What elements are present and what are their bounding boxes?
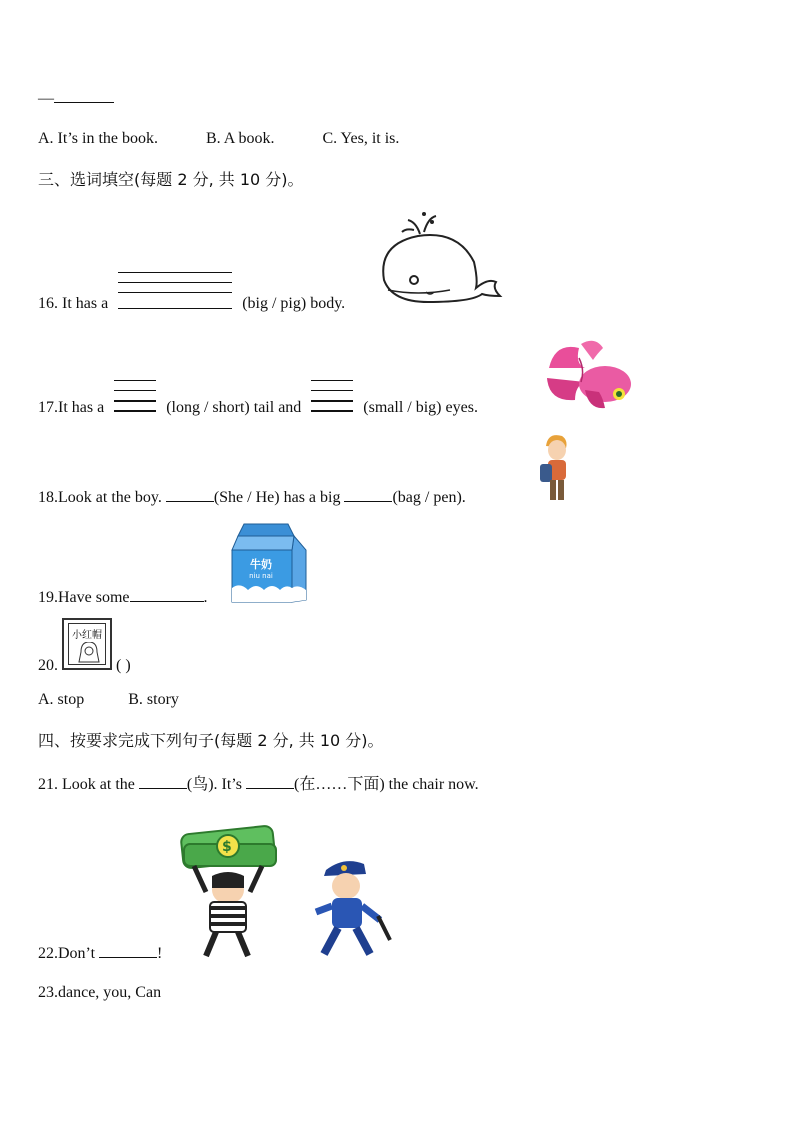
q21-prefix: 21. Look at the: [38, 776, 135, 793]
dash: —: [38, 90, 54, 107]
q18-suffix: (bag / pen).: [392, 489, 466, 506]
q16-suffix: (big / pig) body.: [242, 295, 346, 312]
milk-carton-image: [230, 520, 308, 604]
option-a: A. stop: [38, 691, 85, 708]
q21-suffix: (在……下面) the chair now.: [293, 776, 479, 793]
answer-blank[interactable]: [99, 943, 157, 958]
question-17: [38, 398, 478, 418]
four-line-writing-grid[interactable]: [118, 296, 232, 308]
question-16: [38, 294, 345, 314]
section-4-heading: 四、按要求完成下列句子(每题 2 分, 共 10 分)。: [38, 731, 384, 750]
answer-blank[interactable]: [246, 774, 294, 789]
q16-prefix: 16. It has a: [38, 295, 109, 312]
section-3-heading: 三、选词填空(每题 2 分, 共 10 分)。: [38, 170, 304, 189]
book-title: 小红帽: [72, 630, 102, 641]
milk-label-pinyin: niu nai: [249, 572, 273, 580]
answer-blank[interactable]: [344, 487, 392, 502]
q22-prefix: 22.Don’t: [38, 945, 96, 962]
four-line-writing-grid[interactable]: [311, 400, 353, 412]
q20-options: [38, 690, 179, 710]
question-21: [38, 774, 479, 795]
question-18: [38, 487, 466, 508]
goldfish-image: [545, 338, 637, 412]
answer-parentheses[interactable]: ( ): [116, 657, 131, 674]
q19-prefix: 19.Have some: [38, 589, 130, 606]
q17-prefix: 17.It has a: [38, 399, 105, 416]
q15-answer-line: [38, 88, 114, 109]
svg-text:$: $: [222, 839, 232, 855]
option-b: B. A book.: [206, 130, 275, 147]
answer-blank[interactable]: [54, 88, 114, 103]
question-20: [38, 656, 131, 676]
thief-with-money-image: [176, 820, 280, 960]
q22-suffix: !: [157, 945, 163, 962]
four-line-writing-grid[interactable]: [114, 400, 156, 412]
policeman-image: [314, 856, 394, 960]
q19-suffix: .: [203, 589, 208, 606]
boy-image: [538, 432, 574, 504]
option-c: C. Yes, it is.: [322, 130, 400, 147]
q15-options: [38, 129, 399, 149]
q17-suffix: (small / big) eyes.: [363, 399, 478, 416]
answer-blank[interactable]: [166, 487, 214, 502]
q18-prefix: 18.Look at the boy.: [38, 489, 162, 506]
option-a: A. It’s in the book.: [38, 130, 158, 147]
q17-middle: (long / short) tail and: [166, 399, 302, 416]
q18-middle: (She / He) has a big: [213, 489, 341, 506]
answer-blank[interactable]: [130, 587, 204, 602]
question-23: 23.dance, you, Can: [38, 984, 162, 1001]
q20-number: 20.: [38, 657, 58, 674]
milk-label-chinese: 牛奶: [250, 558, 272, 571]
question-19: [38, 587, 208, 608]
whale-image: [378, 208, 504, 308]
q21-middle: (鸟). It’s: [186, 776, 242, 793]
option-b: B. story: [128, 691, 179, 708]
answer-blank[interactable]: [139, 774, 187, 789]
question-22: [38, 943, 162, 964]
